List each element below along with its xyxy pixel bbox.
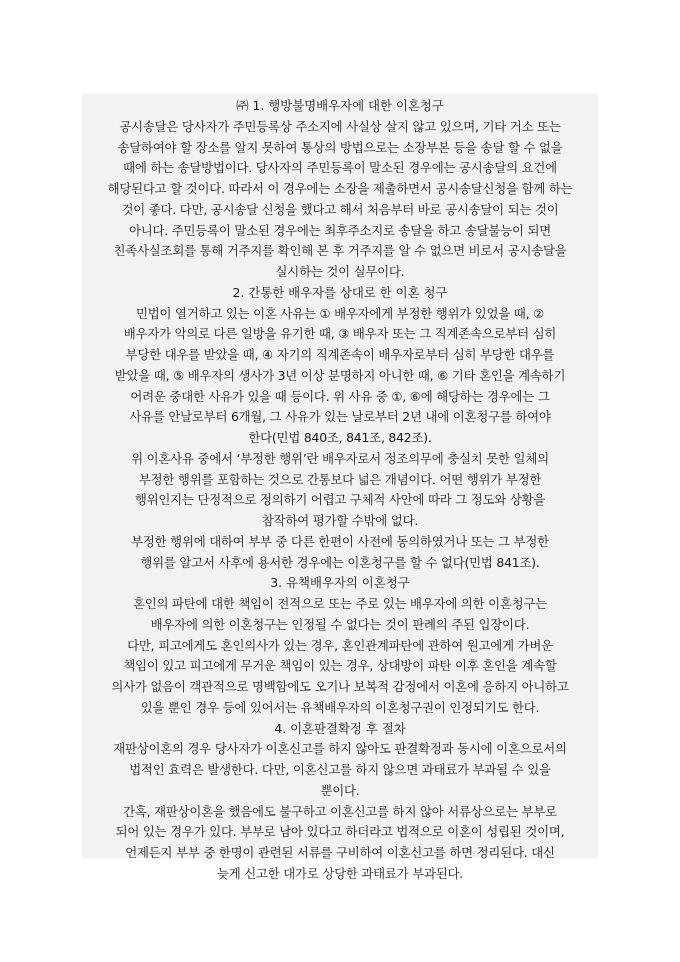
paragraph-line: 책임이 있고 피고에게 무거운 책임이 있는 경우, 상대방이 파탄 이후 혼인을 계속할 [123,658,557,674]
paragraph-line: 것이 좋다. 다만, 공시송달 신청을 했다고 해서 처음부터 바로 공시송달이 되는 것이 [121,201,559,217]
paragraph-line: 송달하여야 할 장소를 알지 못하여 통상의 방법으로는 소장부본 등을 송달 할 수 없을 [117,139,563,155]
paragraph-line: 참작하여 평가할 수밖에 없다. [261,513,419,528]
paragraph-line: 해당된다고 할 것이다. 따라서 이 경우에는 소장을 제출하면서 공시송달신청을 함께 하는 [107,181,573,196]
section-heading-2: 2. 간통한 배우자를 상대로 한 이혼 청구 [232,284,448,300]
paragraph-line: 실시하는 것이 실무이다. [275,264,405,279]
paragraph-line: 아니다. 주민등록이 말소된 경우에는 최후주소지로 송달을 하고 송달불능이 되면 [128,222,552,238]
paragraph-line: 간혹, 재판상이혼을 했음에도 불구하고 이혼신고를 하지 않아 서류상으로는 부부로 [123,803,557,819]
paragraph-line: 다만, 피고에게도 혼인의사가 있는 경우, 혼인관계파탄에 관하여 원고에게 가벼운 [127,637,553,653]
paragraph-line: 민법이 열거하고 있는 이혼 사유는 ① 배우자에게 부정한 행위가 있었을 때, ② [136,305,544,321]
paragraph-line: 위 이혼사유 중에서 ‘부정한 행위’란 배우자로서 정조의무에 충실치 못한 일체의 [131,450,549,466]
paragraph-line: 공시송달은 당사자가 주민등록상 주소지에 사실상 살지 않고 있으며, 기타 거소 또는 [119,118,561,134]
paragraph-line: 행위를 알고서 사후에 용서한 경우에는 이혼청구를 할 수 없다(민법 841조). [140,554,540,570]
section-heading-4: 4. 이혼판결확정 후 절차 [274,720,406,736]
paragraph-line: 친족사실조회를 통해 거주지를 확인해 본 후 거주지를 알 수 없으면 비로서 공시송달을 [113,243,567,259]
section-heading-1: ㈜ 1. 행방불명배우자에 대한 이혼청구 [236,98,444,113]
paragraph-line: 한다(민법 840조, 841조, 842조). [248,430,432,445]
document-body [82,96,598,885]
paragraph-line: 받았을 때, ⑤ 배우자의 생사가 3년 이상 분명하지 아니한 때, ⑥ 기타 혼인을 계속하기 [114,367,566,383]
paragraph-line: 배우자에 의한 이혼청구는 인정될 수 없다는 것이 판례의 주된 입장이다. [150,616,530,632]
paragraph-line: 혼인의 파탄에 대한 책임이 전적으로 또는 주로 있는 배우자에 의한 이혼청구는 [132,596,547,611]
paragraph-line: 의사가 없음이 객관적으로 명백함에도 오기나 보복적 감정에서 이혼에 응하지 아니하고 [111,679,569,694]
paragraph-line: 되어 있는 경우가 있다. 부부로 남아 있다고 하더라고 법적으로 이혼이 성립된 것이며, [115,824,565,840]
paragraph-line: 뿐이다. [320,782,360,798]
paragraph-line: 언제든지 부부 중 한명이 관련된 서류를 구비하여 이혼신고를 하면 정리된다. 대신 [125,845,555,860]
paragraph-line: 배우자가 악의로 다른 일방을 유기한 때, ③ 배우자 또는 그 직계존속으로부터 심히 [123,326,557,342]
paragraph-line: 행위인지는 단정적으로 정의하기 어렵고 구체적 사안에 따라 그 정도와 상황을 [134,492,546,508]
section-heading-3: 3. 유책배우자의 이혼청구 [270,575,410,591]
paragraph-line: 있을 뿐인 경우 등에 있어서는 유책배우자의 이혼청구권이 인정되기도 한다. [140,699,540,715]
paragraph-line: 늦게 신고한 대가로 상당한 과태료가 부과된다. [216,865,464,881]
paragraph-line: 부당한 대우를 받았을 때, ④ 자기의 직계존속이 배우자로부터 심히 부당한 대우를 [125,347,555,362]
paragraph-line: 법적인 효력은 발생한다. 다만, 이혼신고를 하지 않으면 과태료가 부과될 수 있을 [129,762,551,777]
paragraph-line: 때에 하는 송달방법이다. 당사자의 주민등록이 말소된 경우에는 공시송달의 요건에 [123,160,557,176]
paragraph-line: 사유를 안날로부터 6개월, 그 사유가 있는 날로부터 2년 내에 이혼청구를 하여야 [129,409,551,425]
paragraph-line: 부정한 행위에 대하여 부부 중 다른 한편이 사전에 동의하였거나 또는 그 부정한 [131,533,549,549]
paragraph-line: 재판상이혼의 경우 당사자가 이혼신고를 하지 않아도 판결확정과 동시에 이혼으로서의 [113,741,567,757]
paragraph-line: 부정한 행위를 포함하는 것으로 간통보다 넓은 개념이다. 어떤 행위가 부정한 [138,471,542,487]
paragraph-line: 어려운 중대한 사유가 있을 때 등이다. 위 사유 중 ①, ⑥에 해당하는 경우에는 그 [130,388,550,404]
